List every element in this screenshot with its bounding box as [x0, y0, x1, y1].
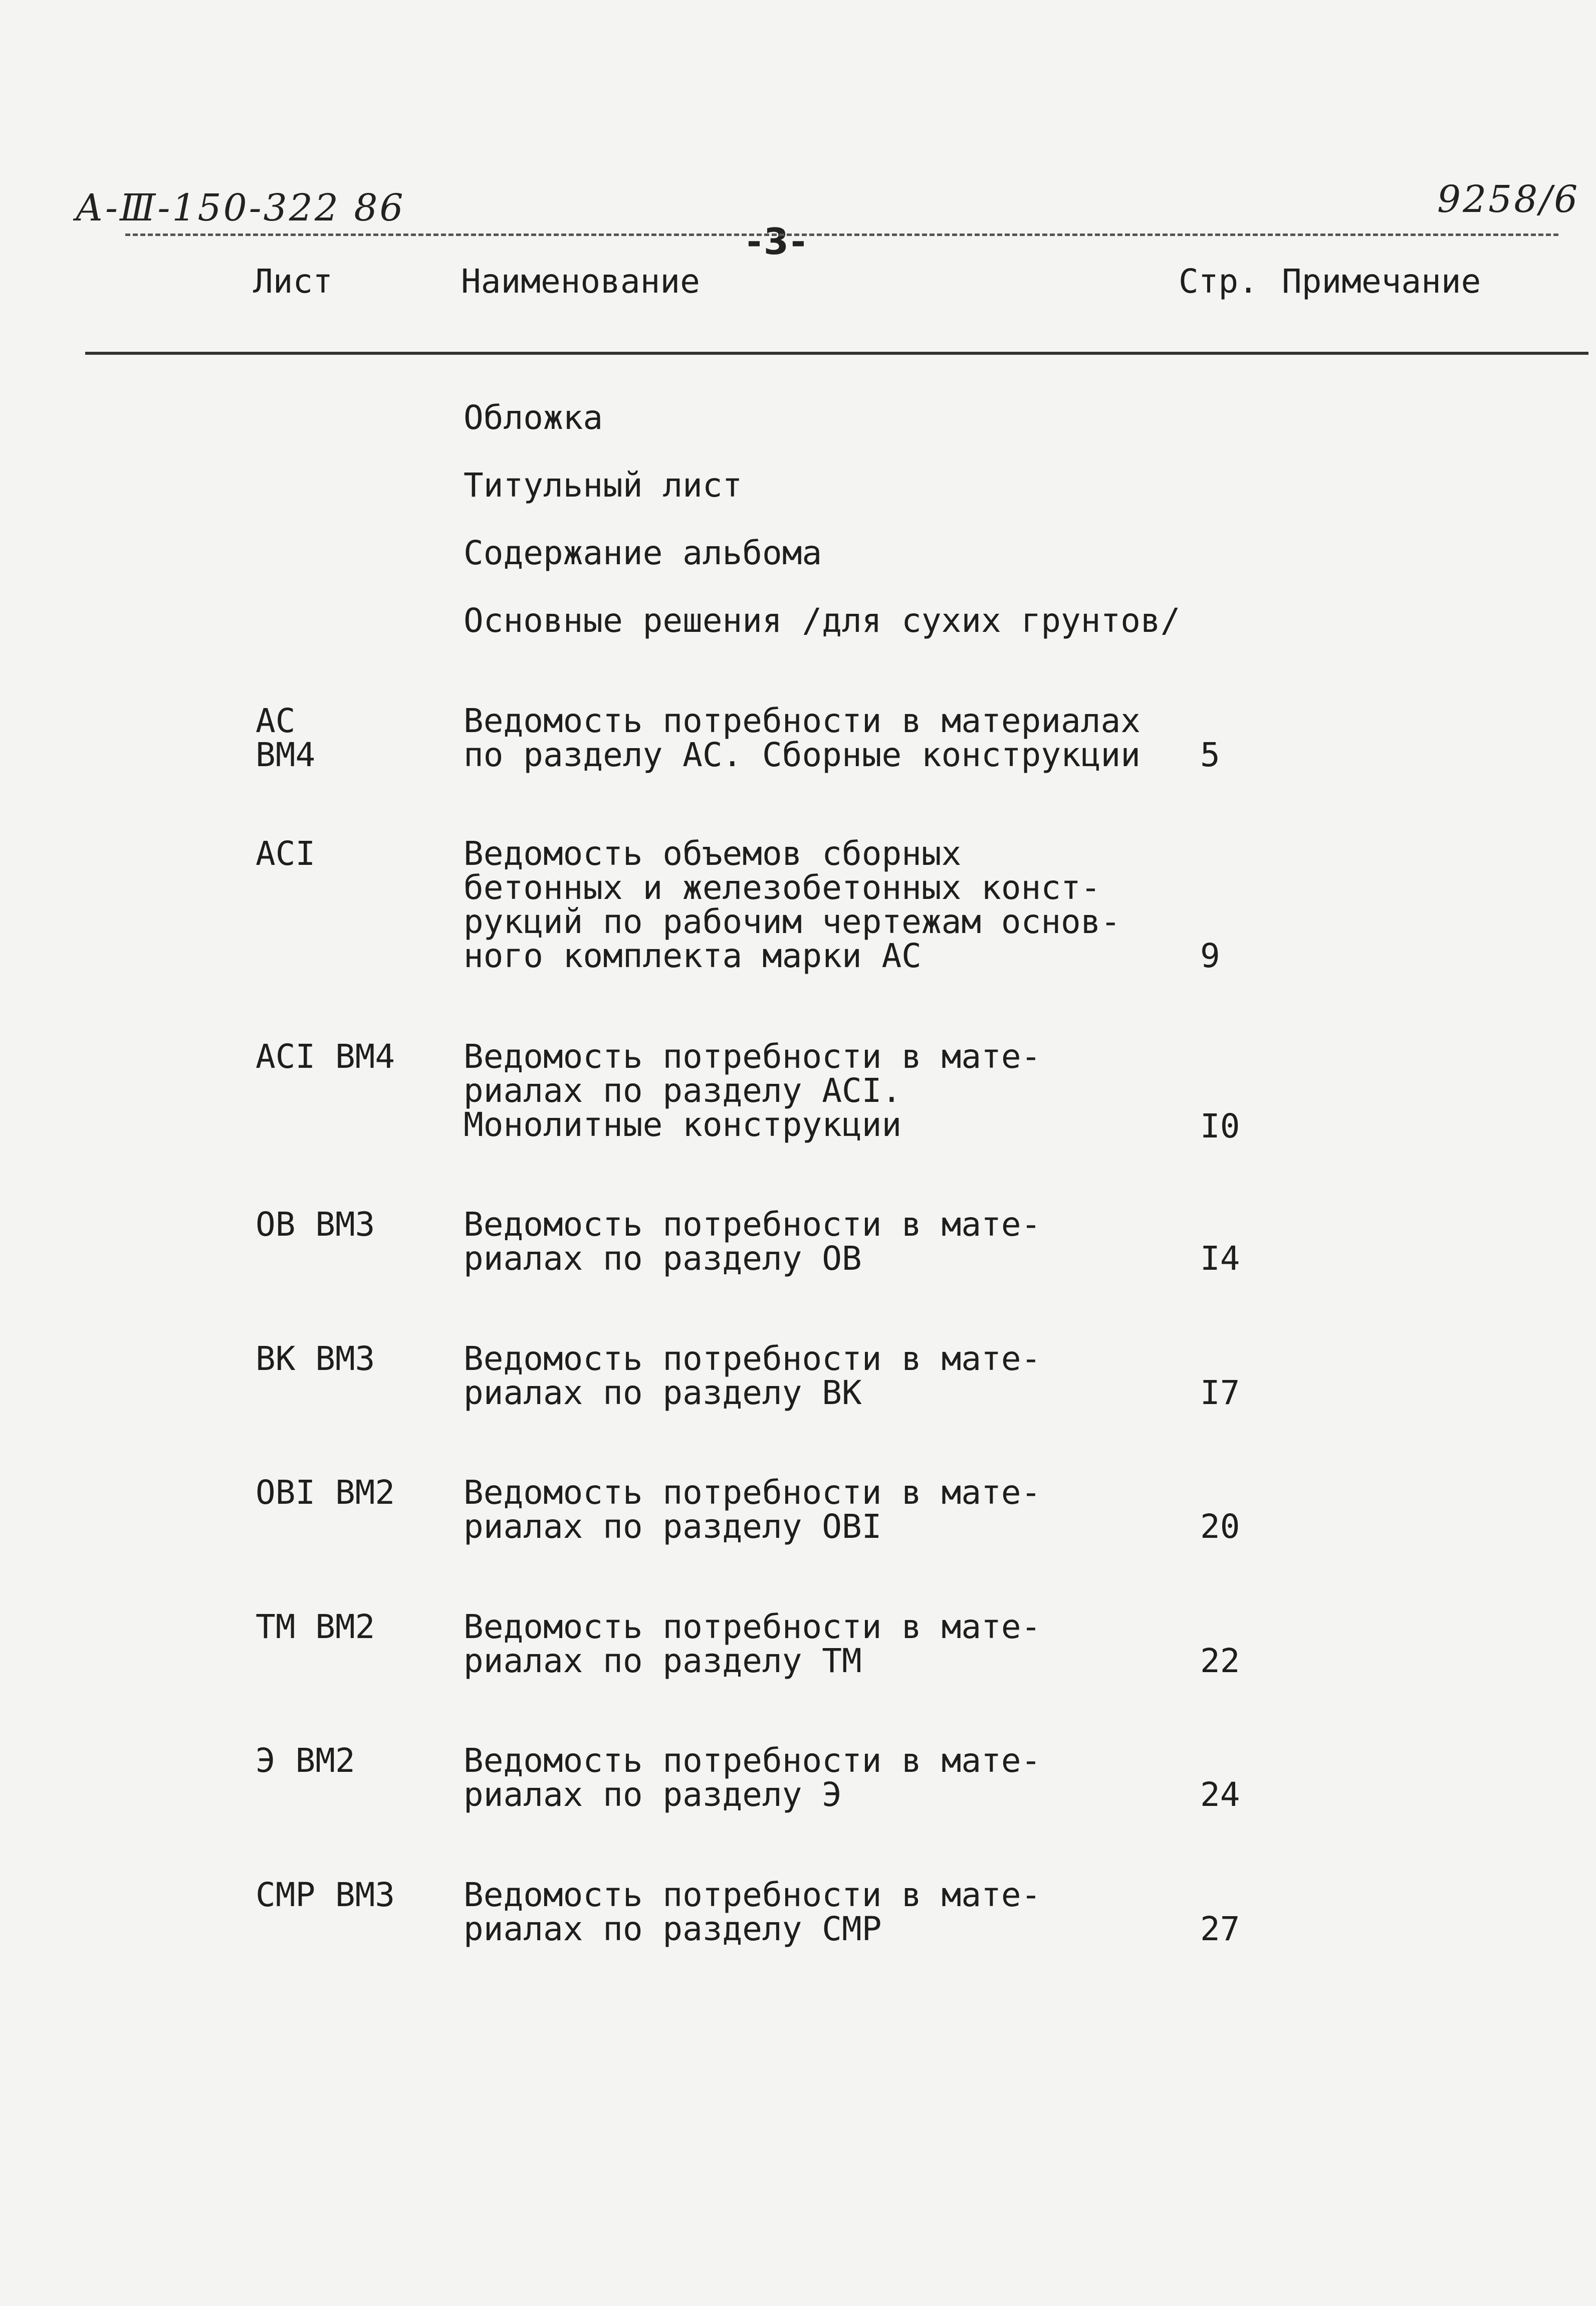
sheet-code: Э ВМ2	[256, 1741, 355, 1780]
inventory-number: 9258/6	[1437, 178, 1580, 221]
name-line: Монолитные конструкции	[464, 1105, 902, 1144]
table-row-page: I0	[1200, 1107, 1240, 1145]
sheet-code: ОВI ВМ2	[256, 1473, 395, 1512]
name-line: Ведомость объемов сборных	[464, 834, 962, 873]
name-line: ного комплекта марки АС	[464, 937, 922, 975]
sheet-code: ВК ВМ3	[256, 1339, 375, 1378]
top-dashed-rule	[125, 234, 1558, 236]
name-line: риалах по разделу ОВI	[464, 1507, 882, 1546]
name-line: риалах по разделу ВК	[464, 1373, 862, 1412]
table-row-page: 20	[1200, 1507, 1240, 1546]
table-row-sheet	[256, 1878, 395, 1912]
sheet-code: ОВ ВМ3	[256, 1205, 375, 1244]
table-row-page: 24	[1200, 1775, 1240, 1814]
sheet-code: АС	[256, 702, 296, 740]
name-line: рукций по рабочим чертежам основ-	[464, 902, 1121, 941]
table-row-page: I4	[1200, 1239, 1240, 1278]
name-line: Ведомость потребности в материалах	[464, 702, 1141, 740]
name-line: риалах по разделу АСI.	[464, 1071, 902, 1110]
sheet-code: АСI	[256, 834, 316, 873]
table-row-sheet	[256, 704, 315, 772]
front-matter-item: Обложка	[464, 398, 603, 437]
name-line: Ведомость потребности в мате-	[464, 1741, 1041, 1780]
table-row-name	[464, 1878, 1200, 1946]
table-row-page: I7	[1200, 1373, 1240, 1412]
sheet-code: СМР ВМ3	[256, 1876, 395, 1914]
table-row-sheet	[256, 1607, 375, 1646]
sheet-code: АСI ВМ4	[256, 1037, 395, 1076]
name-line: по разделу АС. Сборные конструкции	[464, 736, 1141, 774]
table-row-sheet	[256, 1473, 395, 1512]
name-line: Ведомость потребности в мате-	[464, 1473, 1041, 1512]
column-header-page: Стр.	[1179, 262, 1258, 301]
name-line: риалах по разделу СМР	[464, 1910, 882, 1948]
table-row-name	[464, 1205, 1200, 1278]
table-row-page: 5	[1200, 736, 1220, 774]
table-row-page: 22	[1200, 1642, 1240, 1680]
table-row-sheet	[256, 1339, 375, 1378]
sheet-code: ТМ ВМ2	[256, 1607, 375, 1646]
column-header-note: Примечание	[1282, 262, 1481, 301]
table-row-sheet	[256, 834, 316, 873]
table-row-name	[464, 834, 1200, 975]
name-line: риалах по разделу Э	[464, 1775, 842, 1814]
front-matter-item: Содержание альбома	[464, 534, 822, 572]
front-matter-item: Основные решения /для сухих грунтов/	[464, 601, 1181, 640]
sheet-code: ВМ4	[256, 736, 316, 774]
document-code: А-Ⅲ-150-322 86	[75, 186, 405, 229]
name-line: риалах по разделу ОВ	[464, 1239, 862, 1278]
table-row-name	[464, 1339, 1200, 1412]
table-row-name	[464, 704, 1200, 772]
page-number: -3-	[747, 220, 808, 263]
name-line: бетонных и железобетонных конст-	[464, 868, 1101, 907]
table-row-sheet	[256, 1741, 355, 1780]
table-row-page: 27	[1200, 1910, 1240, 1948]
name-line: Ведомость потребности в мате-	[464, 1037, 1041, 1076]
column-header-sheet: Лист	[253, 262, 333, 301]
name-line: Ведомость потребности в мате-	[464, 1339, 1041, 1378]
table-row-sheet	[256, 1205, 375, 1244]
column-header-name: Наименование	[461, 262, 700, 301]
table-row-page: 9	[1200, 937, 1220, 975]
name-line: Ведомость потребности в мате-	[464, 1205, 1041, 1244]
name-line: риалах по разделу ТМ	[464, 1642, 862, 1680]
table-row-name	[464, 1473, 1200, 1546]
front-matter-item: Титульный лист	[464, 466, 743, 505]
table-row-name	[464, 1741, 1200, 1814]
table-row-name	[464, 1607, 1200, 1680]
header-rule	[85, 352, 1588, 355]
name-line: Ведомость потребности в мате-	[464, 1607, 1041, 1646]
table-row-name	[464, 1037, 1200, 1144]
table-row-sheet	[256, 1037, 395, 1076]
name-line: Ведомость потребности в мате-	[464, 1876, 1041, 1914]
